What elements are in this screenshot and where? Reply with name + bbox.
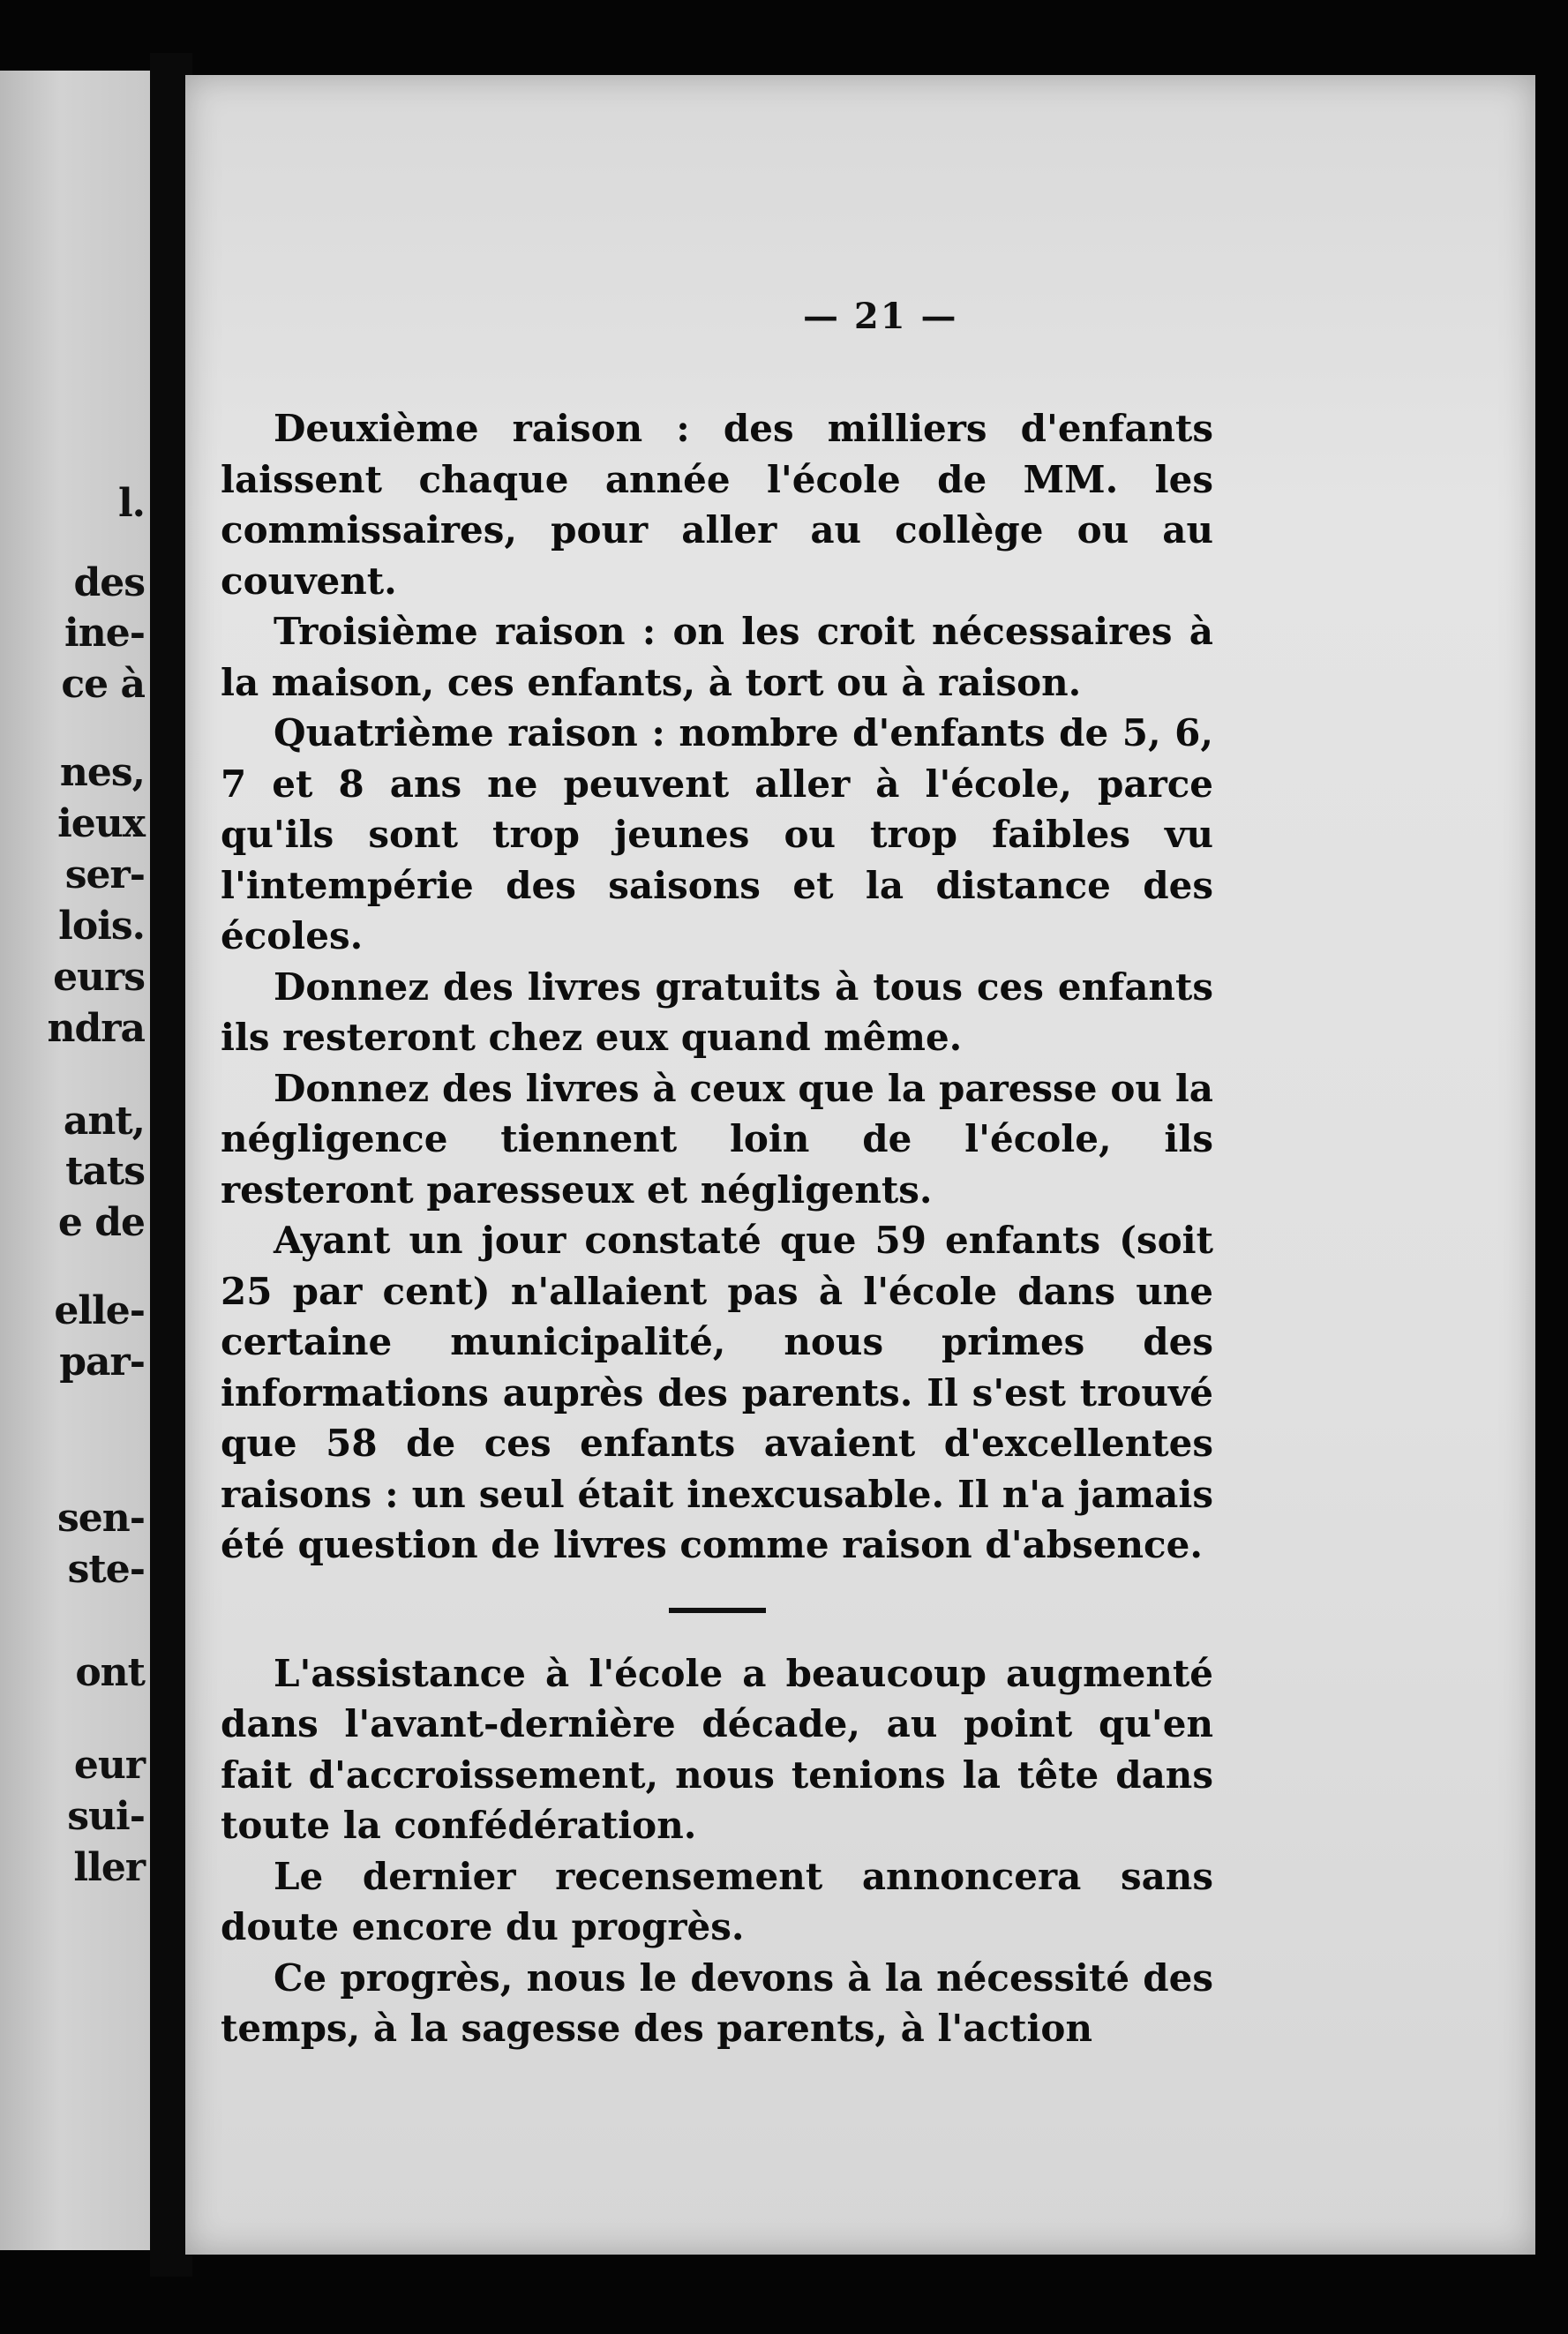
left-fragment: l. <box>117 481 145 526</box>
left-fragment: eur <box>73 1743 145 1788</box>
paragraph: Quatrième raison : nombre d'enfants de 5, 6, 7 et 8 ans ne peuvent aller à l'école, parce qu'ils sont trop jeunes ou trop faibles vu l'intempérie des saisons et la distance des écoles. <box>221 711 1213 957</box>
paragraph: L'assistance à l'école a beaucoup augmenté dans l'avant-dernière décade, au point qu'en fait d'accroissement, nous tenions la tête dans toute la confédération. <box>221 1651 1213 1847</box>
paragraph: Ayant un jour constaté que 59 enfants (soit 25 par cent) n'allaient pas à l'école dans une certaine municipalité, nous primes des informations auprès des parents. Il s'est trouvé que 58 de ces enfants avaient d'excellentes raisons : un seul était inexcusable. Il n'a jamais été question de livres comme raison d'absence. <box>221 1219 1213 1566</box>
left-fragment: ieux <box>57 801 145 846</box>
left-fragment: ste- <box>67 1547 145 1592</box>
paragraph: Deuxième raison : des milliers d'enfants laissent chaque année l'école de MM. les commissaires, pour aller au collège ou au couvent. <box>221 407 1213 603</box>
left-fragment: ndra <box>47 1006 145 1051</box>
section-separator <box>669 1608 766 1613</box>
left-fragment: ser- <box>64 852 145 897</box>
page-body <box>221 403 1213 2054</box>
previous-page-edge <box>0 71 150 2250</box>
paragraph: Donnez des livres gratuits à tous ces enfants ils resteront chez eux quand même. <box>221 964 1213 1059</box>
left-fragment: ont <box>75 1650 145 1695</box>
left-fragment: elle- <box>54 1288 145 1333</box>
left-fragment: sen- <box>56 1496 145 1541</box>
book-page <box>185 75 1535 2255</box>
page-number: — 21 — <box>803 296 958 337</box>
paragraph: Troisième raison : on les croit nécessaires à la maison, ces enfants, à tort ou à raison. <box>221 610 1213 704</box>
left-fragment: e de <box>57 1200 145 1245</box>
left-fragment: par- <box>59 1340 145 1385</box>
left-fragment: des <box>73 560 145 605</box>
left-fragment: tats <box>65 1149 145 1194</box>
left-fragment: nes, <box>59 750 145 795</box>
left-fragment: lois. <box>58 904 145 949</box>
left-fragment: ine- <box>64 611 145 656</box>
left-fragment: sui- <box>67 1794 145 1839</box>
paragraph: Le dernier recensement annoncera sans doute encore du progrès. <box>221 1854 1213 1948</box>
left-fragment: eurs <box>53 955 145 1000</box>
paragraph: Ce progrès, nous le devons à la nécessité des temps, à la sagesse des parents, à l'action <box>221 1955 1213 2050</box>
paragraph: Donnez des livres à ceux que la paresse ou la négligence tiennent loin de l'école, ils resteront paresseux et négligents. <box>221 1066 1213 1212</box>
left-fragment: ce à <box>61 662 145 707</box>
left-fragment: ant, <box>63 1099 145 1144</box>
left-fragment: ller <box>73 1845 145 1890</box>
